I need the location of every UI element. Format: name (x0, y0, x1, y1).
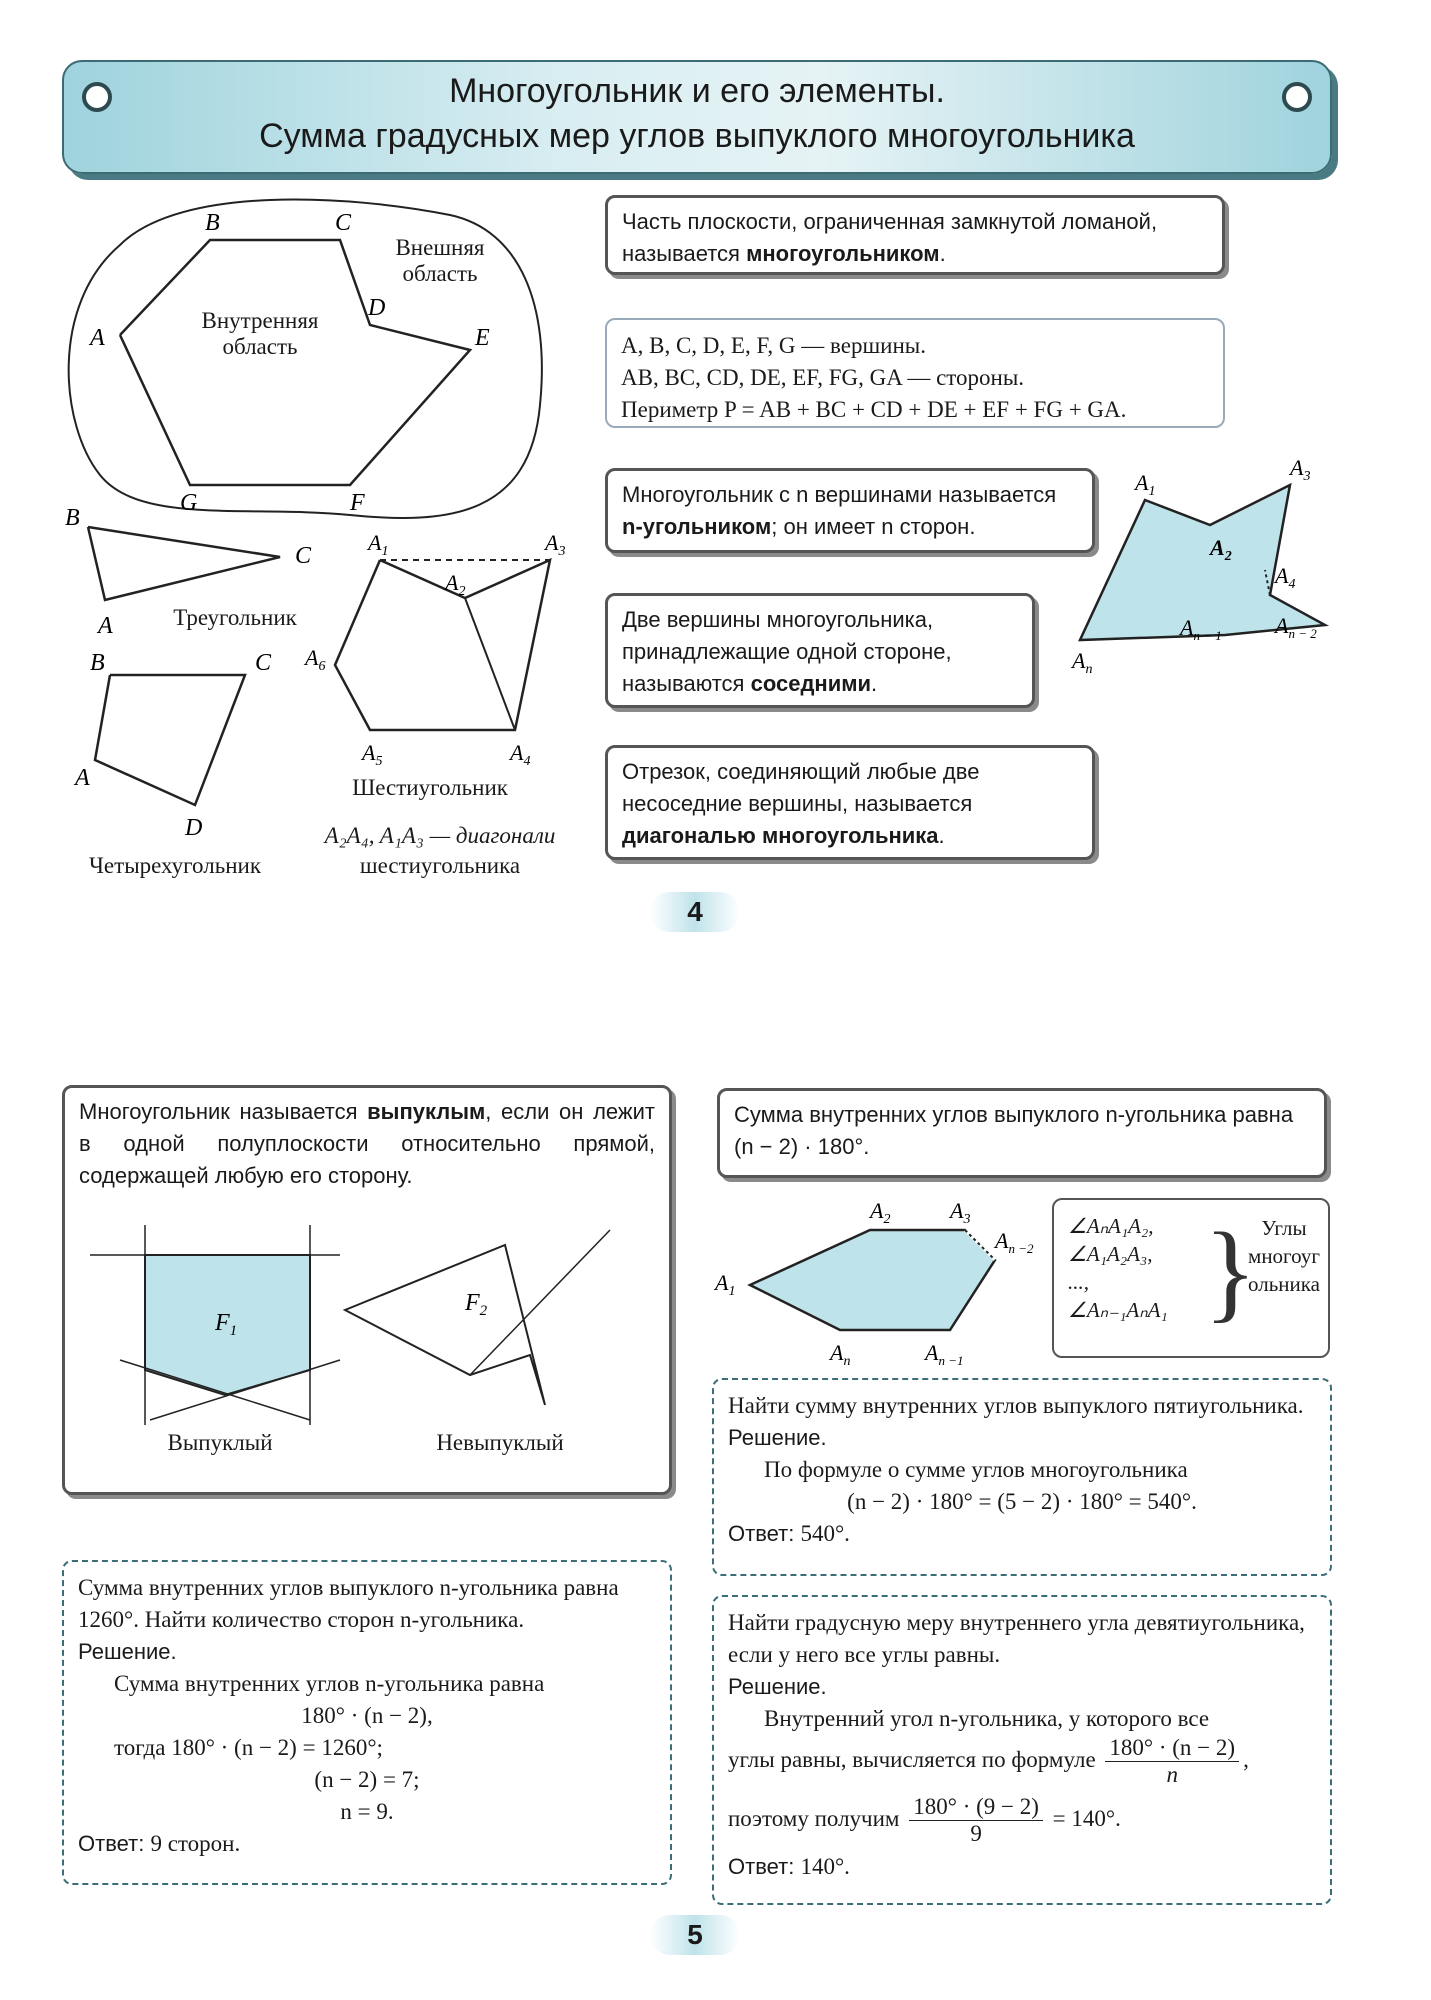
angles-list-box (1052, 1198, 1330, 1358)
task1-question: Найти сумму внутренних углов выпуклого пятиугольника. (728, 1393, 1304, 1418)
vertex-label-c: C (335, 210, 352, 236)
convex-ngon-figure (710, 1190, 1050, 1370)
task2-solution-label: Решение. (78, 1639, 177, 1664)
polygon-elements-box (605, 318, 1225, 428)
svg-text:An −2: $A_{n -2}$ (995, 1228, 1034, 1256)
task2-line4: (n − 2) = 7; (314, 1767, 420, 1792)
angle-item: ∠Aₙ₋₁AₙA₁ (1068, 1298, 1168, 1322)
svg-text:A3: $A_3$ (950, 1198, 971, 1227)
svg-text:A1: $A_1$ (368, 530, 389, 559)
convex-ngon-shape (750, 1230, 995, 1330)
page-number-4: 4 (650, 892, 740, 932)
page-number-5: 5 (650, 1915, 740, 1955)
vertex-label-b: B (205, 210, 220, 236)
task1-line2: (n − 2) · 180° = (5 − 2) · 180° = 540°. (847, 1489, 1197, 1514)
brace-icon: } (1204, 1210, 1257, 1332)
svg-text:B: B (65, 505, 80, 531)
svg-text:C: C (255, 650, 272, 676)
svg-text:A1: $A_1$ (1135, 470, 1156, 499)
svg-text:A4: $A_4$ (1275, 563, 1296, 592)
page-header (62, 60, 1332, 174)
nonconvex-caption: Невыпуклый (436, 1430, 564, 1455)
inner-region-label: Внутренняя область (201, 308, 319, 359)
svg-text:An −1: $A_{n -1}$ (925, 1340, 964, 1368)
angles-caption: Углы многоугольника (1248, 1216, 1320, 1296)
task3-solution-label: Решение. (728, 1674, 827, 1699)
task2-question: Сумма внутренних углов выпуклого n-угольника равна 1260°. Найти количество сторон n-угольника. (78, 1575, 619, 1632)
title-line-1: Многоугольник и его элементы. (449, 72, 945, 110)
task1-line1: По формуле о сумме углов многоугольника (764, 1457, 1188, 1482)
svg-text:An: $A_n$ (1072, 648, 1093, 677)
definition-diagonal: Отрезок, соединяющий любые две несоседние вершины, называется диагональю многоугольника. (605, 745, 1095, 860)
svg-text:C: C (295, 543, 312, 569)
bolt-icon (1282, 82, 1312, 112)
task3-formula: $\frac{180^\circ \cdot (n - 2)}{n}$ (1105, 1735, 1239, 1788)
bolt-icon (82, 82, 112, 112)
nonconvex-shape-f2 (345, 1245, 545, 1405)
svg-text:A: A (98, 613, 113, 639)
ngon-figure (1060, 455, 1360, 685)
elements-vertices: A, B, C, D, E, F, G — вершины. (621, 333, 926, 358)
hexagon-caption: Шестиугольник (352, 775, 508, 800)
definition-adjacent: Две вершины многоугольника, принадлежащие одной стороне, называются соседними. (605, 593, 1035, 708)
convex-definition-text: Многоугольник называется выпуклым, если он лежит в одной полуплоскости относительно прямой, содержащей любую его сторону. (79, 1099, 655, 1188)
triangle-shape (88, 527, 280, 600)
task2-line3: тогда 180° · (n − 2) = 1260°; (114, 1735, 383, 1760)
task3-line3: поэтому получим (728, 1805, 900, 1831)
svg-text:A4: $A_4$ (510, 740, 531, 769)
task3-line1: Внутренний угол n-угольника, у которого все (764, 1706, 1210, 1731)
vertex-label-f: F (350, 490, 365, 516)
task3-question: Найти градусную меру внутреннего угла девятиугольника, если у него все углы равны. (728, 1610, 1305, 1667)
angle-item: ..., (1068, 1270, 1089, 1294)
task2-line1: Сумма внутренних углов n-угольника равна (114, 1671, 545, 1696)
svg-text:A2: $A_2$ (445, 570, 466, 599)
svg-text:B: B (90, 650, 105, 676)
hexagon-diagonal-a2a4 (465, 598, 515, 730)
title-line-2: Сумма градусных мер углов выпуклого многоугольника (259, 117, 1135, 155)
svg-text:An − 1: $A_{n - 1}$ (1180, 615, 1222, 643)
svg-text:An: $A_n$ (830, 1340, 851, 1369)
convex-caption: Выпуклый (167, 1430, 273, 1455)
elements-perimeter: Периметр P = AB + BC + CD + DE + EF + FG + GA. (621, 397, 1127, 422)
task3-line2: углы равны, вычисляется по формуле (728, 1746, 1096, 1772)
quadrilateral-caption: Четырехугольник (88, 853, 261, 878)
hexagon-diagonals-caption: A₂A₄, A₁A₃ — диагонали (324, 823, 556, 848)
sum-theorem-text: Сумма внутренних углов выпуклого n-угольника равна (n − 2) · 180°. (734, 1102, 1294, 1159)
svg-text:A1: $A_1$ (715, 1270, 736, 1299)
svg-text:D: D (185, 815, 203, 841)
svg-text:A5: $A_5$ (362, 740, 383, 769)
svg-text:A3: $A_3$ (1290, 455, 1311, 484)
svg-text:A2: $A_2$ (870, 1198, 891, 1227)
angle-item: ∠AₙA₁A₂, (1068, 1214, 1154, 1238)
svg-text:A6: $A_6$ (305, 645, 326, 674)
definition-ngon: Многоугольник с n вершинами называется n-угольником; он имеет n сторон. (605, 468, 1095, 553)
vertex-label-e: E (475, 325, 490, 351)
task2-answer-label: Ответ: (78, 1831, 145, 1856)
sum-theorem-box (717, 1088, 1327, 1178)
task2-line5: n = 9. (340, 1799, 394, 1824)
vertex-label-a: A (90, 325, 105, 351)
task2-line2: 180° · (n − 2), (301, 1703, 433, 1728)
task2-box (62, 1560, 672, 1885)
task3-calc-result: = 140°. (1052, 1805, 1121, 1831)
angle-item: ∠A₁A₂A₃, (1068, 1242, 1153, 1266)
task3-answer: 140°. (800, 1854, 850, 1879)
task1-answer: 540°. (800, 1521, 850, 1546)
elements-sides: AB, BC, CD, DE, EF, FG, GA — стороны. (621, 365, 1025, 390)
task3-box: Найти градусную меру внутреннего угла девятиугольника, если у него все углы равны. Решение. Внутренний угол n-угольника, у которого все углы равны, вычисляется по формуле $\frac{180^\circ \cdot (n - 2)}{n}$ , поэтому получим $\frac{180^\circ \cdot (9 - 2)}{9}$ = 140°. Ответ: 140°. (712, 1595, 1332, 1905)
quadrilateral-shape (95, 675, 245, 805)
svg-text:An − 2: $A_{n - 2}$ (1275, 613, 1317, 641)
hexagon-diagonals-caption-2: шестиугольника (359, 853, 521, 878)
task1-box (712, 1378, 1332, 1576)
svg-text:A2: $A_2$ (1210, 535, 1232, 564)
outer-region-label: Внешняя область (395, 235, 485, 286)
task3-answer-label: Ответ: (728, 1854, 795, 1879)
svg-text:A: A (75, 765, 90, 791)
task1-solution-label: Решение. (728, 1425, 827, 1450)
hexagon-shape (335, 560, 550, 730)
vertex-label-d: D (368, 295, 386, 321)
svg-text:F1: $F_1$ (215, 1310, 238, 1339)
vertex-label-g: G (180, 490, 198, 516)
definition-polygon: Часть плоскости, ограниченная замкнутой ломаной, называется многоугольником. (605, 195, 1225, 275)
task2-answer: 9 сторон. (150, 1831, 241, 1856)
svg-text:F2: $F_2$ (465, 1290, 488, 1319)
convex-figures (90, 1210, 650, 1440)
triangle-caption: Треугольник (173, 605, 297, 630)
svg-text:A3: $A_3$ (545, 530, 566, 559)
task1-answer-label: Ответ: (728, 1521, 795, 1546)
task3-calc: $\frac{180^\circ \cdot (9 - 2)}{9}$ (909, 1794, 1043, 1847)
